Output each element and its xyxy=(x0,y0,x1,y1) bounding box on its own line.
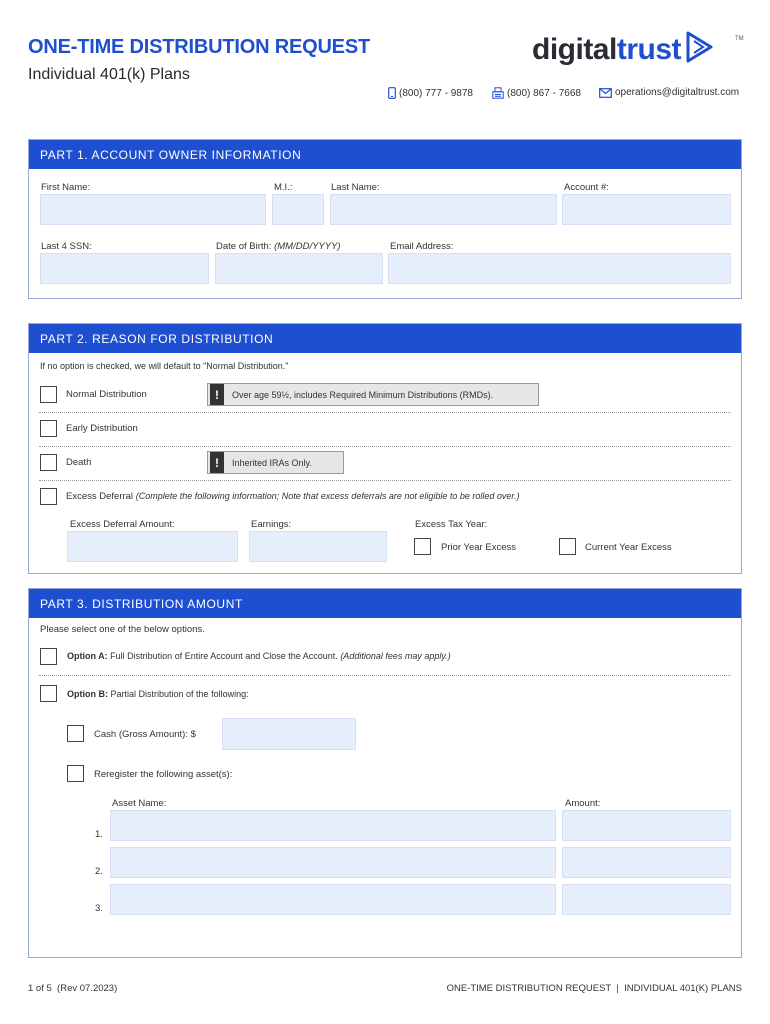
account-number-field[interactable] xyxy=(562,194,731,225)
asset-row-number: 2. xyxy=(95,866,103,877)
fax-number: (800) 867 - 7668 xyxy=(507,87,581,99)
prior-year-checkbox[interactable] xyxy=(414,538,431,555)
cash-checkbox[interactable] xyxy=(67,725,84,742)
death-note-text: Inherited IRAs Only. xyxy=(232,457,312,468)
part3-section xyxy=(28,588,742,958)
amount-label: Amount: xyxy=(565,798,601,809)
first-name-label: First Name: xyxy=(41,182,91,193)
phone-contact xyxy=(388,87,473,99)
asset-name-label: Asset Name: xyxy=(112,798,167,809)
part3-instructions: Please select one of the below options. xyxy=(40,624,205,635)
option-b-text: Partial Distribution of the following: xyxy=(110,689,249,699)
excess-deferral-note: (Complete the following information; Note that excess deferrals are not eligible to be rolled over.) xyxy=(135,491,520,501)
footer-document-title: ONE-TIME DISTRIBUTION REQUEST | INDIVIDUAL 401(K) PLANS xyxy=(446,983,742,994)
phone-number: (800) 777 - 9878 xyxy=(399,87,473,99)
logo-wordmark-main: digital xyxy=(532,32,617,66)
divider xyxy=(39,675,731,676)
email-field[interactable] xyxy=(388,253,731,284)
first-name-field[interactable] xyxy=(40,194,266,225)
option-a-text: Full Distribution of Entire Account and Close the Account. xyxy=(110,651,338,661)
page-subtitle: Individual 401(k) Plans xyxy=(28,66,190,83)
current-year-label: Current Year Excess xyxy=(585,542,672,553)
part3-heading: PART 3. DISTRIBUTION AMOUNT xyxy=(29,589,741,618)
digitaltrust-logo xyxy=(532,30,744,69)
dob-format-hint: (MM/DD/YYYY) xyxy=(274,241,341,252)
option-a-note: (Additional fees may apply.) xyxy=(340,651,451,661)
mi-label: M.I.: xyxy=(274,182,293,193)
dob-field[interactable] xyxy=(215,253,383,284)
excess-amount-field[interactable] xyxy=(67,531,238,562)
early-distribution-checkbox[interactable] xyxy=(40,420,57,437)
normal-distribution-checkbox[interactable] xyxy=(40,386,57,403)
email-contact xyxy=(599,87,739,98)
excess-deferral-label-text: Excess Deferral xyxy=(66,491,134,502)
part2-heading: PART 2. REASON FOR DISTRIBUTION xyxy=(29,324,741,353)
current-year-checkbox[interactable] xyxy=(559,538,576,555)
part2-instructions: If no option is checked, we will default to "Normal Distribution." xyxy=(40,361,289,371)
fax-contact xyxy=(492,87,581,99)
mi-field[interactable] xyxy=(272,194,324,225)
divider xyxy=(39,412,731,413)
logo-trademark: TM xyxy=(735,36,744,42)
divider xyxy=(39,480,731,481)
ssn-label: Last 4 SSN: xyxy=(41,241,92,252)
earnings-field[interactable] xyxy=(249,531,387,562)
email-label: Email Address: xyxy=(390,241,454,252)
excess-amount-label: Excess Deferral Amount: xyxy=(70,519,175,530)
early-distribution-label: Early Distribution xyxy=(66,423,138,434)
email-address: operations@digitaltrust.com xyxy=(615,87,740,98)
option-a-title: Option A: xyxy=(67,651,108,661)
option-b-label xyxy=(67,689,249,699)
option-b-checkbox[interactable] xyxy=(40,685,57,702)
divider xyxy=(39,446,731,447)
asset-name-field-1[interactable] xyxy=(110,810,556,841)
excess-deferral-label xyxy=(66,491,520,502)
account-number-label: Account #: xyxy=(564,182,609,193)
reregister-label: Reregister the following asset(s): xyxy=(94,769,233,780)
footer-page-info: 1 of 5 (Rev 07.2023) xyxy=(28,983,118,994)
cash-amount-field[interactable] xyxy=(222,718,356,750)
logo-play-icon xyxy=(685,30,715,69)
last-name-label: Last Name: xyxy=(331,182,380,193)
part1-heading: PART 1. ACCOUNT OWNER INFORMATION xyxy=(29,140,741,169)
prior-year-label: Prior Year Excess xyxy=(441,542,516,553)
logo-wordmark-accent: trust xyxy=(616,32,682,66)
asset-name-field-3[interactable] xyxy=(110,884,556,915)
reregister-checkbox[interactable] xyxy=(67,765,84,782)
phone-icon xyxy=(388,87,396,99)
page-title: ONE-TIME DISTRIBUTION REQUEST xyxy=(28,36,370,58)
alert-icon: ! xyxy=(210,452,224,473)
alert-icon: ! xyxy=(210,384,224,405)
normal-distribution-label: Normal Distribution xyxy=(66,389,147,400)
ssn-field[interactable] xyxy=(40,253,209,284)
dob-label xyxy=(216,241,341,252)
asset-amount-field-2[interactable] xyxy=(562,847,731,878)
normal-distribution-note xyxy=(207,383,539,406)
part2-section xyxy=(28,323,742,574)
death-label: Death xyxy=(66,457,92,468)
option-a-checkbox[interactable] xyxy=(40,648,57,665)
asset-row-number: 1. xyxy=(95,829,103,840)
excess-deferral-checkbox[interactable] xyxy=(40,488,57,505)
asset-name-field-2[interactable] xyxy=(110,847,556,878)
earnings-label: Earnings: xyxy=(251,519,292,530)
option-b-title: Option B: xyxy=(67,689,108,699)
asset-amount-field-1[interactable] xyxy=(562,810,731,841)
normal-distribution-note-text: Over age 59½, includes Required Minimum Distributions (RMDs). xyxy=(232,389,494,400)
option-a-label xyxy=(67,651,451,661)
part1-section xyxy=(28,139,742,299)
cash-label: Cash (Gross Amount): $ xyxy=(94,729,196,740)
envelope-icon xyxy=(599,88,612,98)
asset-amount-field-3[interactable] xyxy=(562,884,731,915)
death-checkbox[interactable] xyxy=(40,454,57,471)
death-note xyxy=(207,451,344,474)
fax-icon xyxy=(492,87,504,99)
dob-label-text: Date of Birth: xyxy=(216,241,272,252)
last-name-field[interactable] xyxy=(330,194,557,225)
tax-year-label: Excess Tax Year: xyxy=(415,519,488,530)
asset-row-number: 3. xyxy=(95,903,103,914)
